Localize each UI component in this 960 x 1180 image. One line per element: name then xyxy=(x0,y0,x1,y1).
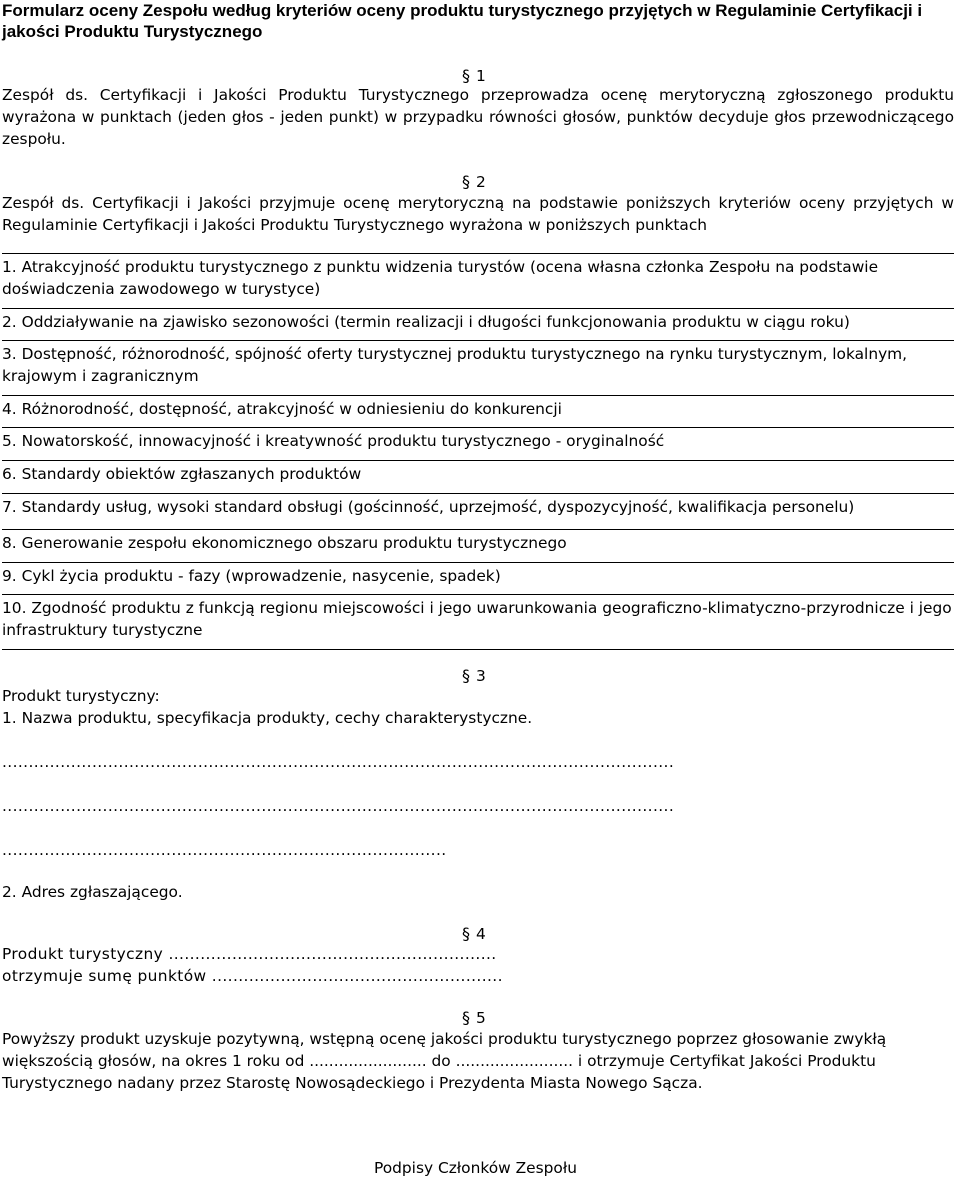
criteria-row: 10. Zgodność produktu z funkcją regionu miejscowości i jego uwarunkowania geograficzno-klimatyczno-przyrodnicze i jego infrastruktury turystyczne xyxy=(2,595,954,650)
section-symbol: § xyxy=(462,924,470,943)
signatures-label: Podpisy Członków Zespołu xyxy=(374,1159,577,1177)
section-number: 4 xyxy=(476,925,486,943)
criteria-row: 2. Oddziaływanie na zjawisko sezonowości (termin realizacji i długości funkcjonowania produktu w ciągu roku) xyxy=(2,309,954,341)
product-name-line: Produkt turystyczny .............................................................. xyxy=(2,945,497,963)
dotted-fill-line: .................................................................................... xyxy=(2,841,447,859)
section-3-heading xyxy=(462,666,486,686)
criteria-row: 7. Standardy usług, wysoki standard obsługi (gościnność, uprzejmość, dyspozycyjność, kwalifikacja personelu) xyxy=(2,494,954,530)
dotted-fill-line: ............................................................................................................................... xyxy=(2,797,675,815)
section-number: 5 xyxy=(476,1009,486,1027)
product-item-2: 2. Adres zgłaszającego. xyxy=(2,883,183,901)
section-2-text: Zespół ds. Certyfikacji i Jakości przyjmuje ocenę merytoryczną na podstawie poniższych kryteriów oceny przyjętych w Regulaminie Certyfikacji i Jakości Produktu Turystycznego wyrażona w poniższych punktach xyxy=(2,194,954,234)
product-label: Produkt turystyczny: xyxy=(2,687,160,705)
section-number: 2 xyxy=(476,173,486,191)
criteria-row: 9. Cykl życia produktu - fazy (wprowadzenie, nasycenie, spadek) xyxy=(2,563,954,595)
criteria-row: 3. Dostępność, różnorodność, spójność oferty turystycznej produktu turystycznego na rynku turystycznym, lokalnym, krajowym i zagranicznym xyxy=(2,341,954,396)
section-5-heading xyxy=(462,1008,486,1028)
criteria-row: 6. Standardy obiektów zgłaszanych produktów xyxy=(2,461,954,494)
section-symbol: § xyxy=(462,172,470,191)
section-symbol: § xyxy=(462,666,470,685)
product-item-1: 1. Nazwa produktu, specyfikacja produkty, cechy charakterystyczne. xyxy=(2,709,533,727)
section-4-heading xyxy=(462,924,486,944)
criteria-row: 4. Różnorodność, dostępność, atrakcyjność w odniesieniu do konkurencji xyxy=(2,396,954,428)
criteria-row: 8. Generowanie zespołu ekonomicznego obszaru produktu turystycznego xyxy=(2,530,954,563)
section-1-text: Zespół ds. Certyfikacji i Jakości Produktu Turystycznego przeprowadza ocenę merytoryczną zgłoszonego produktu wyrażona w punktach (jeden głos - jeden punkt) w przypadku równości głosów, punktów decyduje głos przewodniczącego zespołu. xyxy=(2,86,954,148)
document-title: Formularz oceny Zespołu według kryteriów oceny produktu turystycznego przyjętych w Regulaminie Certyfikacji i jakości Produktu Turystycznego xyxy=(2,1,923,41)
section-number: 3 xyxy=(476,667,486,685)
section-5-text: Powyższy produkt uzyskuje pozytywną, wstępną ocenę jakości produktu turystycznego poprzez głosowanie zwykłą większością głosów, na okres 1 roku od ........................ do ........................ i otrzymuje Certyfikat Jakości Produktu Turystycznego nadany przez Starostę Nowosądeckiego i Prezydenta Miasta Nowego Sącza. xyxy=(2,1030,887,1092)
dotted-fill-line: ............................................................................................................................... xyxy=(2,753,675,771)
section-symbol: § xyxy=(462,66,470,85)
section-number: 1 xyxy=(476,67,486,85)
points-sum-line: otrzymuje sumę punktów ....................................................... xyxy=(2,967,503,985)
section-2-heading xyxy=(462,172,486,192)
section-symbol: § xyxy=(462,1008,470,1027)
criteria-row: 1. Atrakcyjność produktu turystycznego z punktu widzenia turystów (ocena własna członka Zespołu na podstawie doświadczenia zawodowego w turystyce) xyxy=(2,254,954,309)
criteria-table xyxy=(2,253,954,650)
section-1-heading xyxy=(462,66,486,86)
criteria-row: 5. Nowatorskość, innowacyjność i kreatywność produktu turystycznego - oryginalność xyxy=(2,428,954,461)
